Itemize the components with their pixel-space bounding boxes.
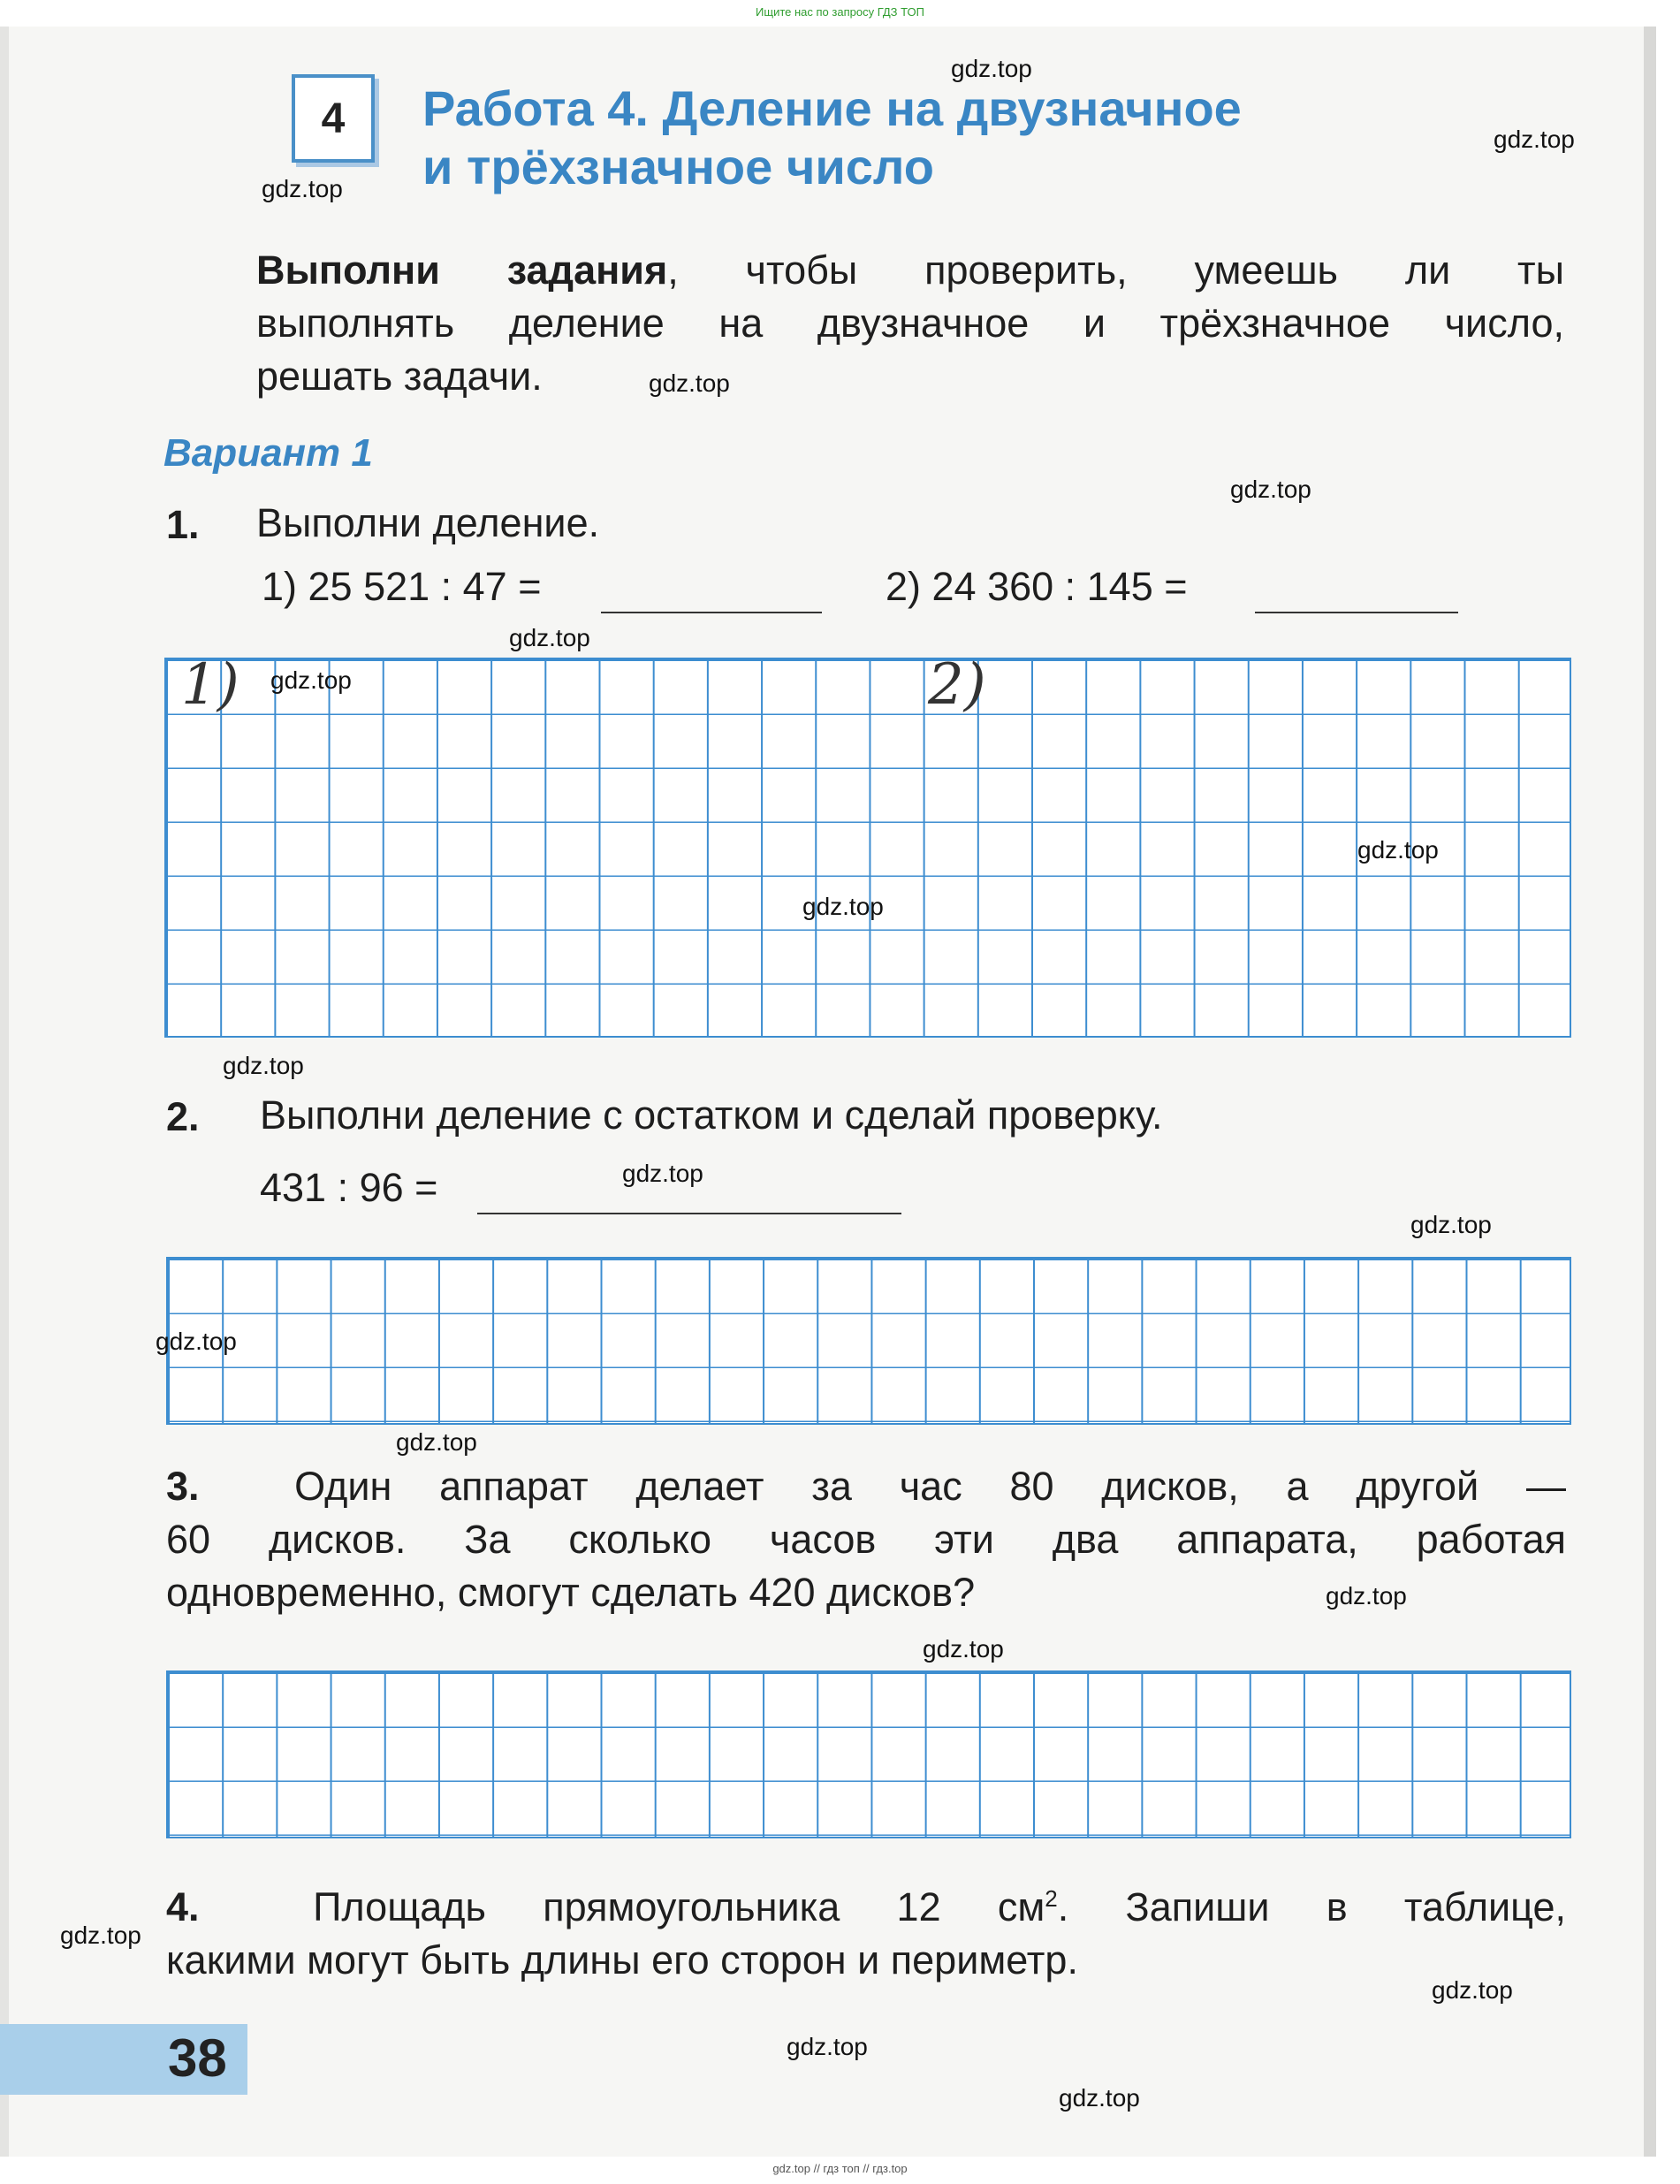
variant-heading: Вариант 1 bbox=[163, 431, 373, 475]
watermark[interactable]: gdz.top bbox=[1494, 126, 1575, 153]
intro-paragraph bbox=[256, 244, 1564, 403]
intro-line-1: , чтобы проверить, умеешь ли ты bbox=[667, 247, 1564, 293]
watermark[interactable]: gdz.top bbox=[509, 624, 590, 651]
watermark[interactable]: gdz.top bbox=[787, 2033, 868, 2060]
task-1-expression-2: 2) 24 360 : 145 = bbox=[886, 564, 1188, 609]
task-2-text: Выполни деление с остатком и сделай проверку. bbox=[260, 1092, 1163, 1138]
task-2-answer-line[interactable] bbox=[477, 1213, 901, 1214]
task-1-number: 1. bbox=[166, 502, 200, 547]
task-4-line-1b: . Запиши в таблице, bbox=[1057, 1884, 1566, 1929]
task-4-superscript: 2 bbox=[1045, 1885, 1058, 1912]
work-title bbox=[422, 80, 1571, 196]
task-number-box: 4 bbox=[292, 74, 375, 163]
page-left-edge bbox=[0, 27, 9, 2157]
watermark[interactable]: gdz.top bbox=[60, 1921, 141, 1949]
watermark[interactable]: gdz.top bbox=[951, 55, 1032, 82]
task-1-expression-1: 1) 25 521 : 47 = bbox=[262, 564, 542, 609]
watermark[interactable]: gdz.top bbox=[802, 893, 884, 920]
task-2-grid[interactable] bbox=[166, 1257, 1571, 1425]
work-title-line-2: и трёхзначное число bbox=[422, 139, 934, 194]
task-1-handwritten-1: 1) bbox=[181, 652, 239, 718]
watermark[interactable]: gdz.top bbox=[1230, 476, 1311, 503]
intro-bold: Выполни задания bbox=[256, 247, 668, 293]
intro-line-3: решать задачи. bbox=[256, 354, 543, 399]
watermark[interactable]: gdz.top bbox=[396, 1428, 477, 1456]
task-4-line-2: какими могут быть длины его сторон и периметр. bbox=[166, 1937, 1078, 1982]
watermark[interactable]: gdz.top bbox=[223, 1052, 304, 1079]
watermark[interactable]: gdz.top bbox=[156, 1328, 237, 1355]
intro-line-2: выполнять деление на двузначное и трёхзначное число, bbox=[256, 301, 1564, 346]
watermark[interactable]: gdz.top bbox=[1357, 836, 1439, 864]
task-1-answer-line-1[interactable] bbox=[601, 612, 822, 613]
task-4-text bbox=[166, 1872, 1566, 1987]
task-3-number: 3. bbox=[166, 1464, 200, 1509]
task-3-line-1: Один аппарат делает за час 80 дисков, а другой — bbox=[294, 1464, 1566, 1509]
task-2-number: 2. bbox=[166, 1094, 200, 1139]
watermark[interactable]: gdz.top bbox=[649, 369, 730, 397]
task-3-line-2: 60 дисков. За сколько часов эти два аппарата, работая bbox=[166, 1517, 1566, 1562]
task-4-number: 4. bbox=[166, 1884, 200, 1929]
task-4-line-1a: Площадь прямоугольника 12 см bbox=[313, 1884, 1045, 1929]
watermark[interactable]: gdz.top bbox=[270, 666, 352, 694]
watermark[interactable]: gdz.top bbox=[262, 175, 343, 202]
bottom-note[interactable]: gdz.top // гдз топ // гдз.top bbox=[772, 2162, 908, 2175]
task-3-line-3: одновременно, смогут сделать 420 дисков? bbox=[166, 1570, 976, 1615]
watermark[interactable]: gdz.top bbox=[923, 1635, 1004, 1663]
task-1-text: Выполни деление. bbox=[256, 500, 600, 545]
watermark[interactable]: gdz.top bbox=[1432, 1976, 1513, 2004]
task-2-expression: 431 : 96 = bbox=[260, 1165, 438, 1210]
watermark[interactable]: gdz.top bbox=[622, 1160, 703, 1187]
watermark[interactable]: gdz.top bbox=[1059, 2084, 1140, 2112]
task-3-grid[interactable] bbox=[166, 1670, 1571, 1838]
task-1-answer-line-2[interactable] bbox=[1255, 612, 1458, 613]
watermark[interactable]: gdz.top bbox=[1326, 1582, 1407, 1609]
task-1-handwritten-2: 2) bbox=[928, 652, 986, 718]
page-right-edge bbox=[1644, 27, 1656, 2157]
top-search-note[interactable]: Ищите нас по запросу ГДЗ ТОП bbox=[756, 5, 924, 19]
work-title-line-1: Работа 4. Деление на двузначное bbox=[422, 80, 1242, 136]
page-number: 38 bbox=[168, 2028, 227, 2088]
watermark[interactable]: gdz.top bbox=[1410, 1211, 1492, 1238]
